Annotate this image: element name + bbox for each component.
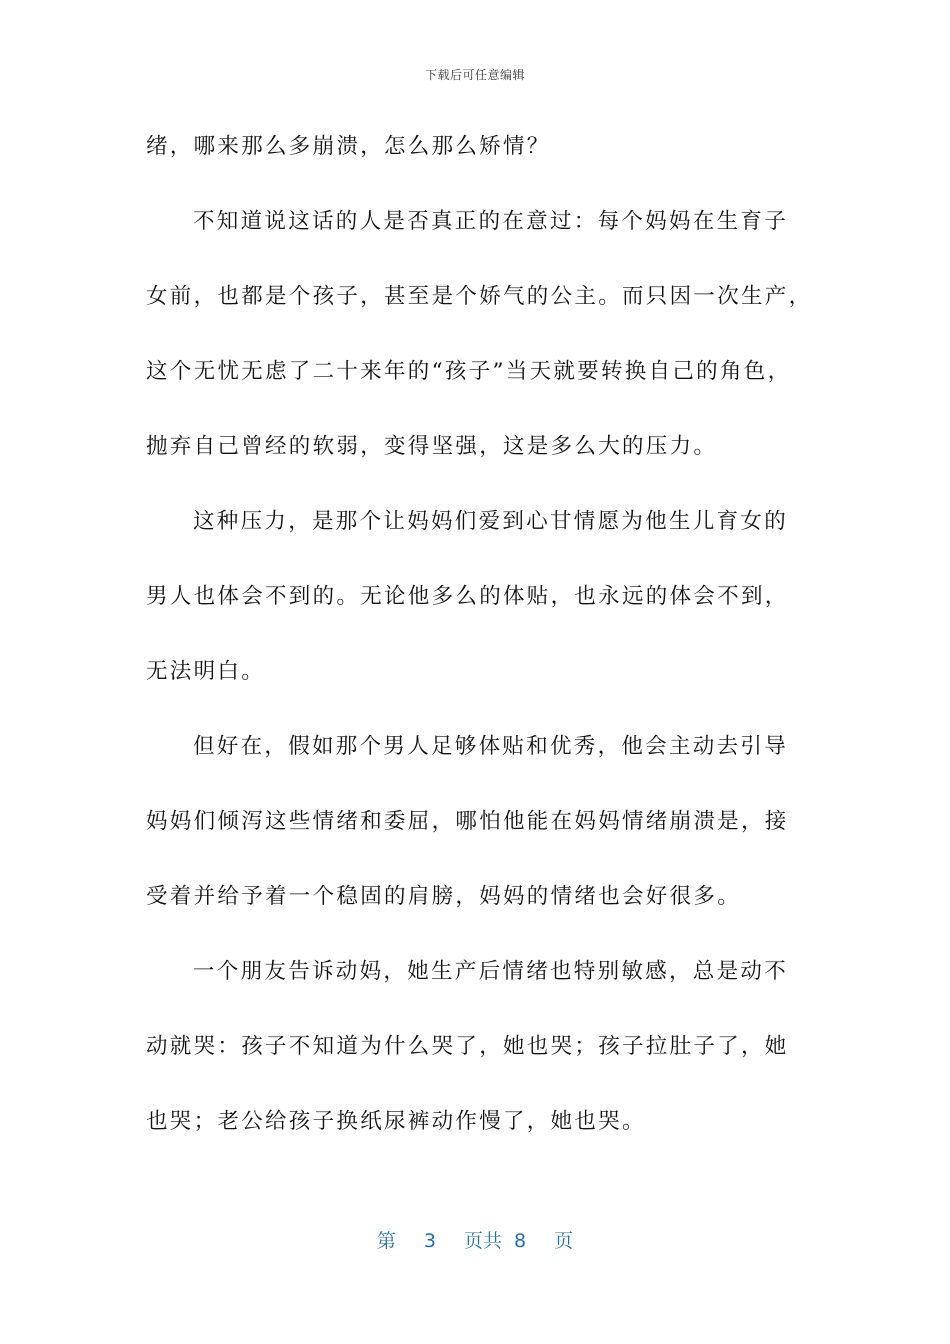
text-line-4: 这个无忧无虑了二十来年的“孩子”当天就要转换自己的角色，	[146, 359, 792, 384]
footer-total-pages: 8	[514, 1230, 527, 1252]
text-line-8: 无法明白。	[146, 659, 266, 684]
footer-suffix: 页	[554, 1230, 574, 1252]
page-footer	[0, 1226, 950, 1253]
document-body	[146, 109, 813, 1159]
text-line-3: 女前，也都是个孩子，甚至是个娇气的公主。而只因一次生产，	[146, 284, 813, 309]
footer-current-page: 3	[423, 1230, 436, 1252]
text-line-12: 一个朋友告诉动妈，她生产后情绪也特别敏感，总是动不	[193, 959, 789, 984]
text-line-6: 这种压力，是那个让妈妈们爱到心甘情愿为他生儿育女的	[193, 509, 789, 534]
text-line-14: 也哭；老公给孩子换纸尿裤动作慢了，她也哭。	[146, 1109, 646, 1134]
text-line-13: 动就哭：孩子不知道为什么哭了，她也哭；孩子拉肚子了，她	[146, 1034, 789, 1059]
text-line-11: 受着并给予着一个稳固的肩膀，妈妈的情绪也会好很多。	[146, 884, 742, 909]
text-line-7: 男人也体会不到的。无论他多么的体贴，也永远的体会不到，	[146, 584, 789, 609]
text-line-5: 抛弃自己曾经的软弱，变得坚强，这是多么大的压力。	[146, 434, 718, 459]
text-line-1: 绪，哪来那么多崩溃，怎么那么矫情？	[146, 134, 551, 159]
footer-middle: 页共	[463, 1230, 502, 1252]
text-line-9: 但好在，假如那个男人足够体贴和优秀，他会主动去引导	[193, 734, 789, 759]
footer-prefix: 第	[376, 1230, 396, 1252]
page-header: 下载后可任意编辑	[424, 68, 525, 82]
text-line-2: 不知道说这话的人是否真正的在意过：每个妈妈在生育子	[193, 209, 789, 234]
text-line-10: 妈妈们倾泻这些情绪和委屈，哪怕他能在妈妈情绪崩溃是，接	[146, 809, 789, 834]
